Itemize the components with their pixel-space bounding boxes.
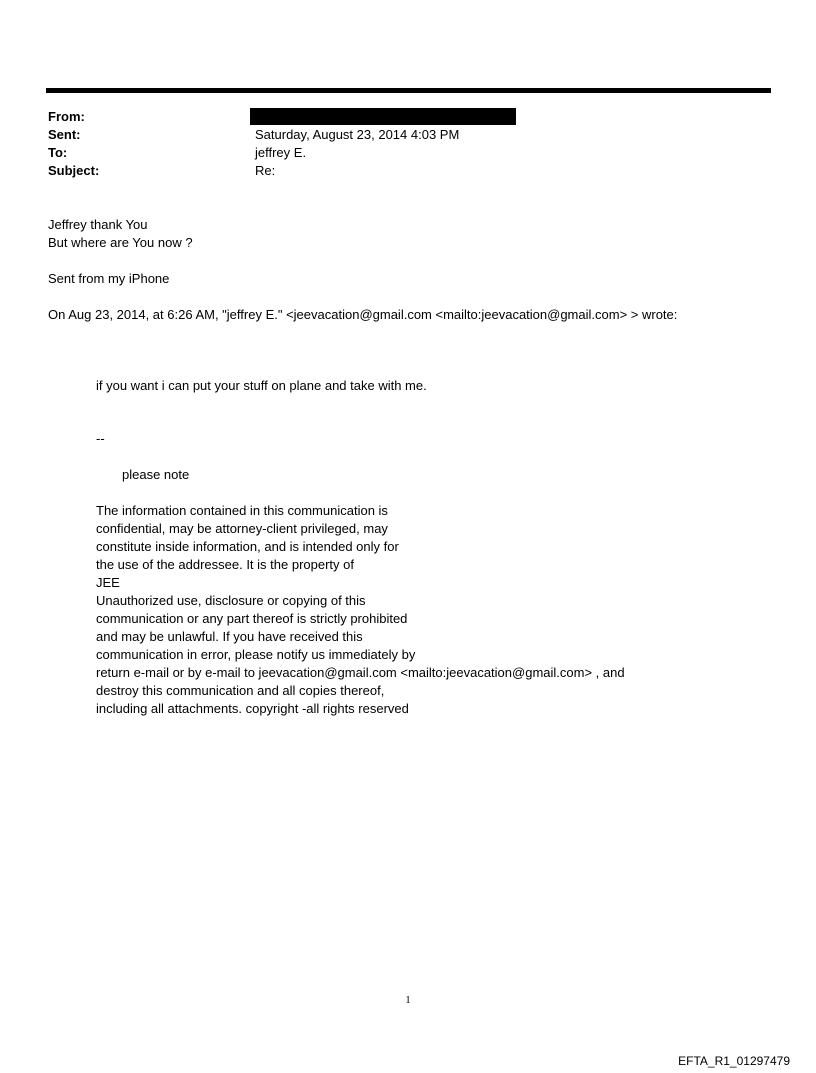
disclaimer-line: JEE: [96, 575, 120, 590]
subject-value: Re:: [255, 163, 276, 178]
to-label: To:: [48, 145, 68, 160]
from-label: From:: [48, 109, 85, 124]
disclaimer-line: destroy this communication and all copies thereof,: [96, 683, 385, 698]
please-note: please note: [122, 467, 190, 482]
sent-row: [48, 126, 728, 144]
body-line-1: Jeffrey thank You: [48, 217, 148, 232]
signature-line: Sent from my iPhone: [48, 271, 170, 286]
body-line-2: But where are You now ?: [48, 235, 193, 250]
disclaimer-line: and may be unlawful. If you have received this: [96, 629, 363, 644]
disclaimer-line: Unauthorized use, disclosure or copying of this: [96, 593, 366, 608]
quoted-separator: --: [96, 431, 105, 446]
subject-label: Subject:: [48, 163, 100, 178]
to-value: jeffrey E.: [255, 145, 307, 160]
to-row: [48, 144, 728, 162]
header-rule: [46, 88, 771, 93]
disclaimer-block: [96, 502, 625, 718]
disclaimer-line: confidential, may be attorney-client privileged, may: [96, 521, 388, 536]
subject-row: [48, 162, 728, 180]
sent-label: Sent:: [48, 127, 81, 142]
disclaimer-line: return e-mail or by e-mail to jeevacation@gmail.com <mailto:jeevacation@gmail.com> , and: [96, 665, 625, 680]
from-value: [255, 108, 728, 126]
quoted-message: if you want i can put your stuff on plane and take with me.: [96, 378, 427, 393]
redaction-bar: [250, 108, 516, 125]
disclaimer-line: communication or any part thereof is strictly prohibited: [96, 611, 408, 626]
disclaimer-line: constitute inside information, and is intended only for: [96, 539, 399, 554]
sent-value: Saturday, August 23, 2014 4:03 PM: [255, 127, 460, 142]
disclaimer-line: the use of the addressee. It is the property of: [96, 557, 354, 572]
email-header: [48, 108, 728, 180]
page-number: 1: [405, 994, 411, 1006]
quote-intro: On Aug 23, 2014, at 6:26 AM, "jeffrey E." <jeevacation@gmail.com <mailto:jeevacation@gmail.com> > wrote:: [48, 307, 678, 322]
from-row: [48, 108, 728, 126]
disclaimer-line: including all attachments. copyright -all rights reserved: [96, 701, 409, 716]
document-id: EFTA_R1_01297479: [678, 1054, 790, 1068]
disclaimer-line: The information contained in this communication is: [96, 503, 388, 518]
disclaimer-line: communication in error, please notify us immediately by: [96, 647, 416, 662]
